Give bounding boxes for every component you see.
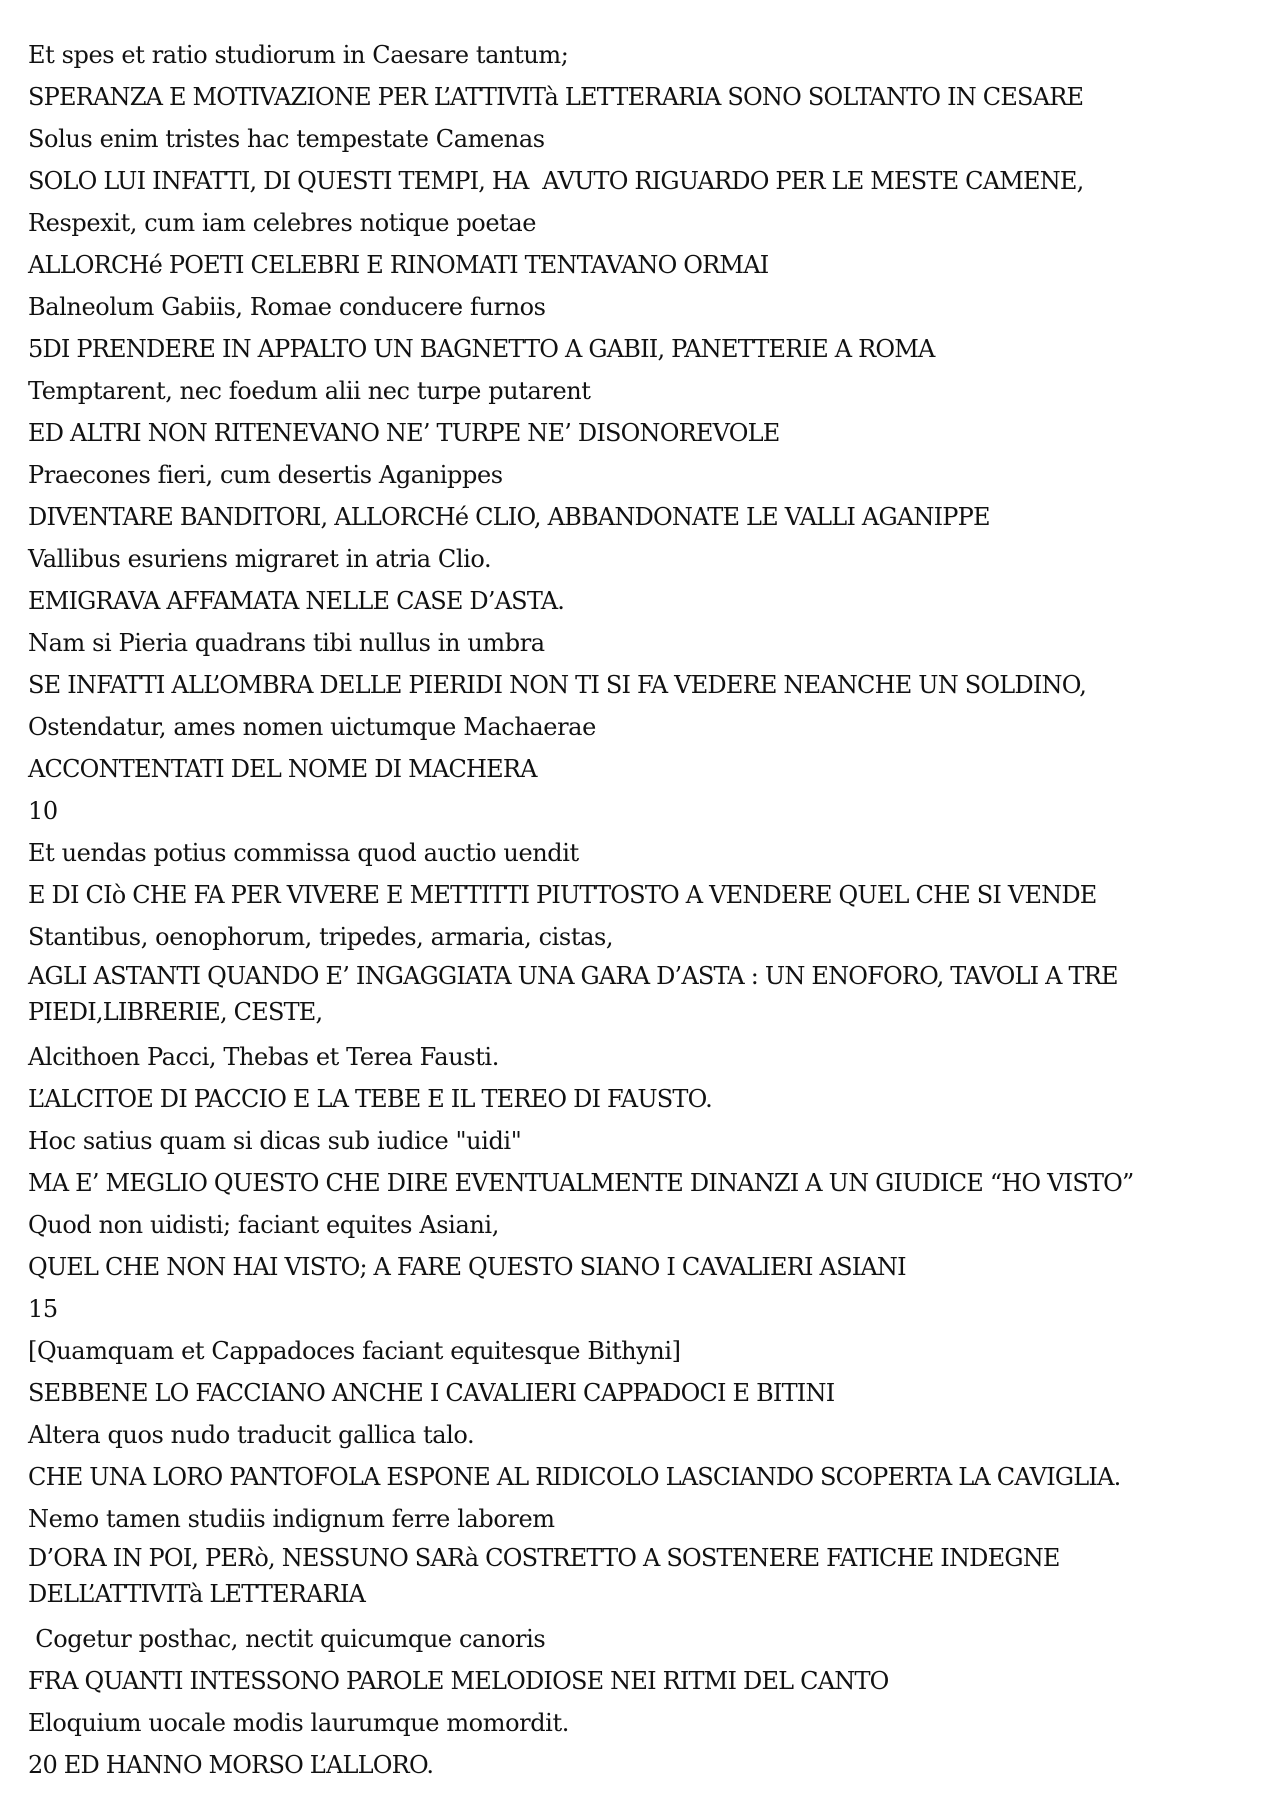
verse-number: 15 bbox=[28, 1295, 58, 1323]
translation-line: E DI CIò CHE FA PER VIVERE E METTITTI PIUTTOSTO A VENDERE QUEL CHE SI VENDE bbox=[28, 881, 1097, 909]
translation-line: L’ALCITOE DI PACCIO E LA TEBE E IL TEREO DI FAUSTO. bbox=[28, 1085, 712, 1113]
translation-line: MA E’ MEGLIO QUESTO CHE DIRE EVENTUALMENTE DINANZI A UN GIUDICE “HO VISTO” bbox=[28, 1169, 1134, 1197]
latin-verse-line: Et uendas potius commissa quod auctio uendit bbox=[28, 839, 579, 867]
latin-verse-line: Ostendatur, ames nomen uictumque Machaerae bbox=[28, 713, 596, 741]
translation-line: DIVENTARE BANDITORI, ALLORCHé CLIO, ABBANDONATE LE VALLI AGANIPPE bbox=[28, 503, 990, 531]
translation-line: D’ORA IN POI, PERò, NESSUNO SARà COSTRETTO A SOSTENERE FATICHE INDEGNE DELL’ATTIVITà LETTERARIA bbox=[28, 1544, 1060, 1608]
translation-line: ACCONTENTATI DEL NOME DI MACHERA bbox=[28, 755, 537, 783]
latin-verse-line: Hoc satius quam si dicas sub iudice "uidi" bbox=[28, 1127, 522, 1155]
latin-verse-line: Alcithoen Pacci, Thebas et Terea Fausti. bbox=[28, 1043, 499, 1071]
translation-line: SEBBENE LO FACCIANO ANCHE I CAVALIERI CAPPADOCI E BITINI bbox=[28, 1379, 835, 1407]
translation-line: EMIGRAVA AFFAMATA NELLE CASE D’ASTA. bbox=[28, 587, 565, 615]
translation-line: 5DI PRENDERE IN APPALTO UN BAGNETTO A GABII, PANETTERIE A ROMA bbox=[28, 335, 935, 363]
latin-verse-line: Eloquium uocale modis laurumque momordit. bbox=[28, 1709, 569, 1737]
latin-verse-line: Et spes et ratio studiorum in Caesare tantum; bbox=[28, 41, 569, 69]
latin-verse-line: Temptarent, nec foedum alii nec turpe putarent bbox=[28, 377, 591, 405]
latin-verse-line: Nam si Pieria quadrans tibi nullus in umbra bbox=[28, 629, 545, 657]
translation-line: ALLORCHé POETI CELEBRI E RINOMATI TENTAVANO ORMAI bbox=[28, 251, 769, 279]
latin-verse-line: Balneolum Gabiis, Romae conducere furnos bbox=[28, 293, 546, 321]
latin-verse-line: [Quamquam et Cappadoces faciant equitesque Bithyni] bbox=[28, 1337, 681, 1365]
translation-line: SPERANZA E MOTIVAZIONE PER L’ATTIVITà LETTERARIA SONO SOLTANTO IN CESARE bbox=[28, 83, 1084, 111]
latin-verse-line: Cogetur posthac, nectit quicumque canoris bbox=[28, 1625, 546, 1653]
latin-verse-line: Altera quos nudo traducit gallica talo. bbox=[28, 1421, 475, 1449]
translation-line: FRA QUANTI INTESSONO PAROLE MELODIOSE NEI RITMI DEL CANTO bbox=[28, 1667, 889, 1695]
latin-verse-line: Solus enim tristes hac tempestate Camenas bbox=[28, 125, 545, 153]
latin-verse-line: Quod non uidisti; faciant equites Asiani, bbox=[28, 1211, 499, 1239]
translation-line: SE INFATTI ALL’OMBRA DELLE PIERIDI NON TI SI FA VEDERE NEANCHE UN SOLDINO, bbox=[28, 671, 1087, 699]
translation-line: SOLO LUI INFATTI, DI QUESTI TEMPI, HA AVUTO RIGUARDO PER LE MESTE CAMENE, bbox=[28, 167, 1084, 195]
latin-verse-line: Respexit, cum iam celebres notique poetae bbox=[28, 209, 537, 237]
translation-line: ED ALTRI NON RITENEVANO NE’ TURPE NE’ DISONOREVOLE bbox=[28, 419, 780, 447]
translation-line: 20 ED HANNO MORSO L’ALLORO. bbox=[28, 1751, 434, 1779]
translation-line: AGLI ASTANTI QUANDO E’ INGAGGIATA UNA GARA D’ASTA : UN ENOFORO, TAVOLI A TRE PIEDI,LIBRERIE, CESTE, bbox=[28, 962, 1118, 1026]
latin-verse-line: Stantibus, oenophorum, tripedes, armaria, cistas, bbox=[28, 923, 614, 951]
translation-line: QUEL CHE NON HAI VISTO; A FARE QUESTO SIANO I CAVALIERI ASIANI bbox=[28, 1253, 906, 1281]
latin-verse-line: Vallibus esuriens migraret in atria Clio. bbox=[28, 545, 492, 573]
translation-line: CHE UNA LORO PANTOFOLA ESPONE AL RIDICOLO LASCIANDO SCOPERTA LA CAVIGLIA. bbox=[28, 1463, 1121, 1491]
document-page bbox=[28, 34, 1228, 1786]
latin-verse-line: Nemo tamen studiis indignum ferre laborem bbox=[28, 1505, 555, 1533]
verse-number: 10 bbox=[28, 797, 58, 825]
latin-verse-line: Praecones fieri, cum desertis Aganippes bbox=[28, 461, 503, 489]
